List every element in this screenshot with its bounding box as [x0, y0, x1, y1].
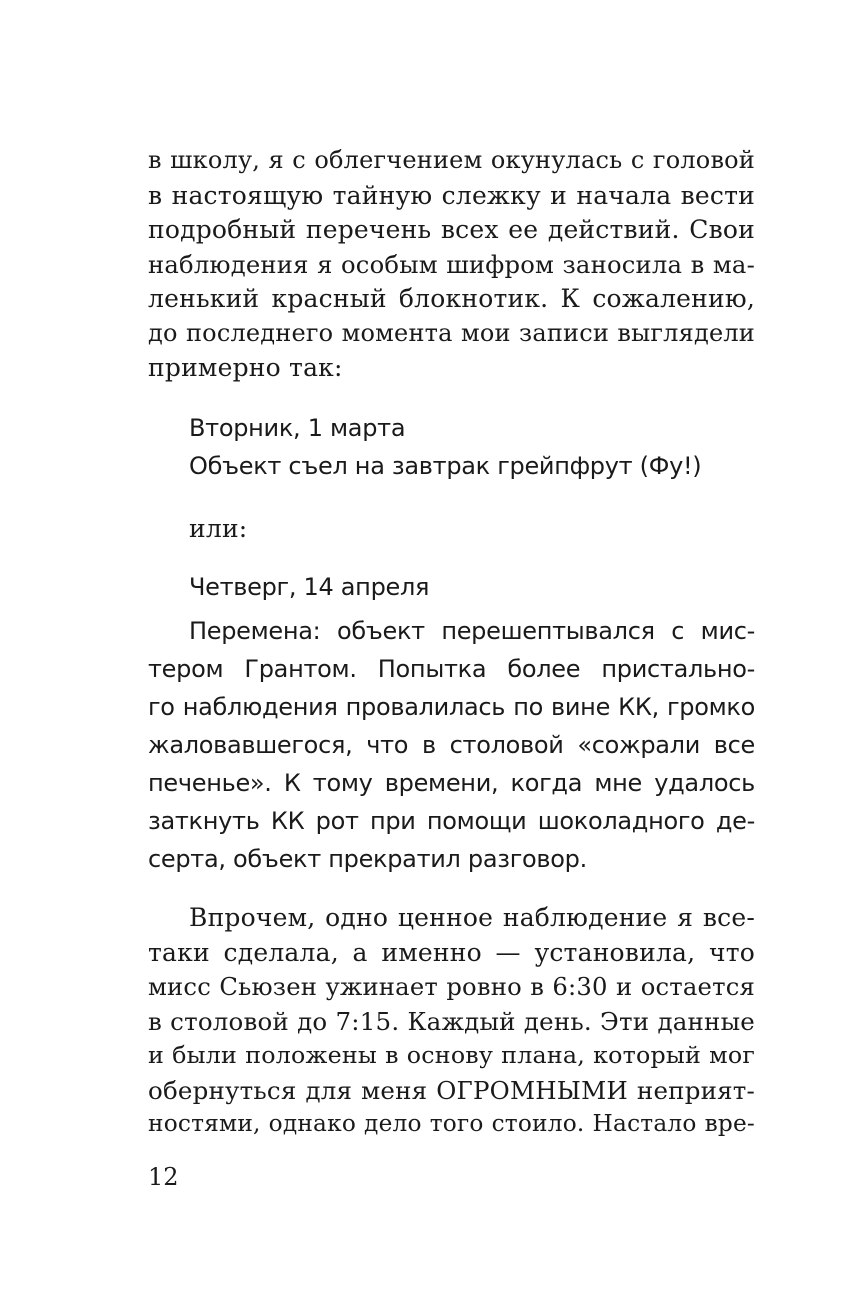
text-line: ностями, однако дело того стоило. Настало вре- — [148, 1110, 755, 1137]
connector-text: или: — [189, 514, 248, 543]
text-line: подробный перечень всех ее действий. Свои — [148, 215, 755, 244]
text-line: мисс Сьюзен ужинает ровно в 6:30 и остается — [148, 972, 755, 1001]
text-line: примерно так: — [148, 353, 343, 382]
text-line: наблюдения я особым шифром заносила в ма- — [148, 250, 755, 279]
note-line: тером Грантом. Попытка более пристально- — [148, 655, 755, 683]
note-text: Объект съел на завтрак грейпфрут (Фу!) — [189, 452, 702, 480]
text-line: до последнего момента мои записи выглядели — [148, 319, 755, 347]
note-line: Перемена: объект перешептывался с мис- — [189, 617, 755, 645]
text-line: Впрочем, одно ценное наблюдение я все- — [189, 903, 755, 932]
note-date: Четверг, 14 апреля — [189, 573, 430, 601]
text-line: обернуться для меня ОГРОМНЫМИ неприят- — [148, 1076, 755, 1105]
text-line: таки сделала, а именно — установила, что — [148, 938, 755, 967]
note-date: Вторник, 1 марта — [189, 414, 406, 442]
text-line: и были положены в основу плана, который мог — [148, 1041, 755, 1069]
text-line: в столовой до 7:15. Каждый день. Эти данные — [148, 1007, 755, 1036]
text-line: ленький красный блокнотик. К сожалению, — [148, 284, 755, 313]
note-line: жаловавшегося, что в столовой «сожрали все — [148, 731, 755, 759]
note-line: заткнуть КК рот при помощи шоколадного де- — [148, 807, 755, 835]
note-line: серта, объект прекратил разговор. — [148, 845, 587, 873]
note-line: печенье». К тому времени, когда мне удалось — [148, 769, 755, 797]
text-line: в школу, я с облегчением окунулась с головой — [148, 146, 755, 174]
text-line: в настоящую тайную слежку и начала вести — [148, 181, 755, 210]
note-line: го наблюдения провалилась по вине КК, громко — [148, 693, 755, 721]
page-number: 12 — [148, 1163, 179, 1191]
